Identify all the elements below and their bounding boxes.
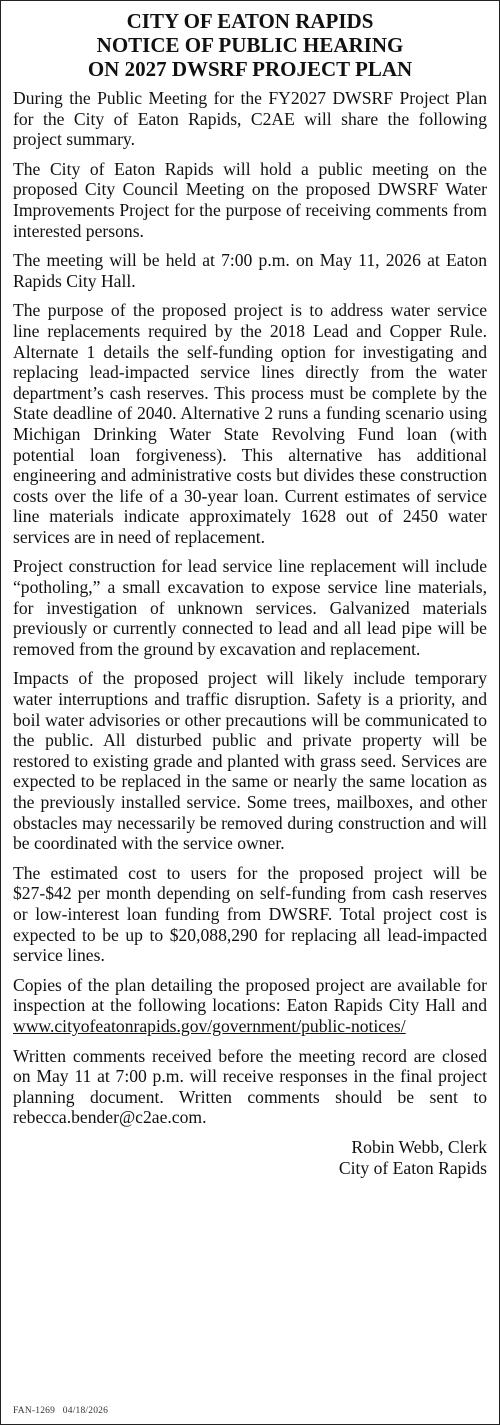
notice-title (13, 9, 487, 81)
paragraph-construction: Project construction for lead service line replacement will include “potholing,” a small excavation to expose service line materials, for investigation of unknown services. Galvanized materials previously or currently connected to lead and all lead pipe will be removed from the ground by excavation and replacement. (13, 556, 487, 659)
signature-name: Robin Webb, Clerk (351, 1136, 487, 1157)
copies-text: Copies of the plan detailing the proposed project are available for inspection at the following locations: Eaton Rapids City Hall and (13, 974, 487, 1016)
paragraph-meeting-purpose: The City of Eaton Rapids will hold a public meeting on the proposed City Council Meeting on the proposed DWSRF Water Improvements Project for the purpose of receiving comments from interested persons. (13, 158, 487, 241)
publication-code: FAN-1269 04/18/2026 (13, 1406, 109, 1416)
title-line-2: NOTICE OF PUBLIC HEARING (96, 33, 404, 57)
signature-org: City of Eaton Rapids (338, 1157, 487, 1178)
public-notices-link[interactable]: www.cityofeatonrapids.gov/government/public-notices/ (13, 1015, 406, 1036)
paragraph-cost: The estimated cost to users for the proposed project will be $27-$42 per month depending on self-funding from cash reserves or low-interest loan funding from DWSRF. Total project cost is expected to be up to $20,088,290 for replacing all lead-impacted service lines. (13, 862, 487, 966)
paragraph-project-purpose: The purpose of the proposed project is to address water service line replacements required by the 2018 Lead and Copper Rule. Alternate 1 details the self-funding option for investigating and replacing lead-impacted service lines directly from the water department’s cash reserves. This process must be complete by the State deadline of 2040. Alternative 2 runs a funding scenario using Michigan Drinking Water State Revolving Fund loan (with potential loan forgiveness). This alternative has additional engineering and administrative costs but divides these construction costs over the life of a 30-year loan. Current estimates of service line materials indicate approximately 1628 out of 2450 water services are in need of replacement. (13, 300, 487, 547)
paragraph-impacts: Impacts of the proposed project will likely include temporary water interruptions and traffic disruption. Safety is a priority, and boil water advisories or other precautions will be communicated to the public. All disturbed public and private property will be restored to existing grade and planted with grass seed. Services are expected to be replaced in the same or nearly the same location as the previously installed service. Some trees, mailboxes, and other obstacles may necessarily be removed during construction and will be coordinated with the service owner. (13, 668, 487, 854)
title-line-3: ON 2027 DWSRF PROJECT PLAN (87, 57, 413, 81)
title-line-1: CITY OF EATON RAPIDS (126, 9, 374, 33)
paragraph-intro: During the Public Meeting for the FY2027 DWSRF Project Plan for the City of Eaton Rapids, C2AE will share the following project summary. (13, 88, 487, 150)
paragraph-comments: Written comments received before the meeting record are closed on May 11 at 7:00 p.m. will receive responses in the final project planning document. Written comments should be sent to rebecca.bender@c2ae.com. (13, 1045, 487, 1128)
paragraph-meeting-time: The meeting will be held at 7:00 p.m. on May 11, 2026 at Eaton Rapids City Hall. (13, 250, 487, 291)
signature-block (13, 1137, 487, 1178)
paragraph-copies (13, 975, 487, 1037)
